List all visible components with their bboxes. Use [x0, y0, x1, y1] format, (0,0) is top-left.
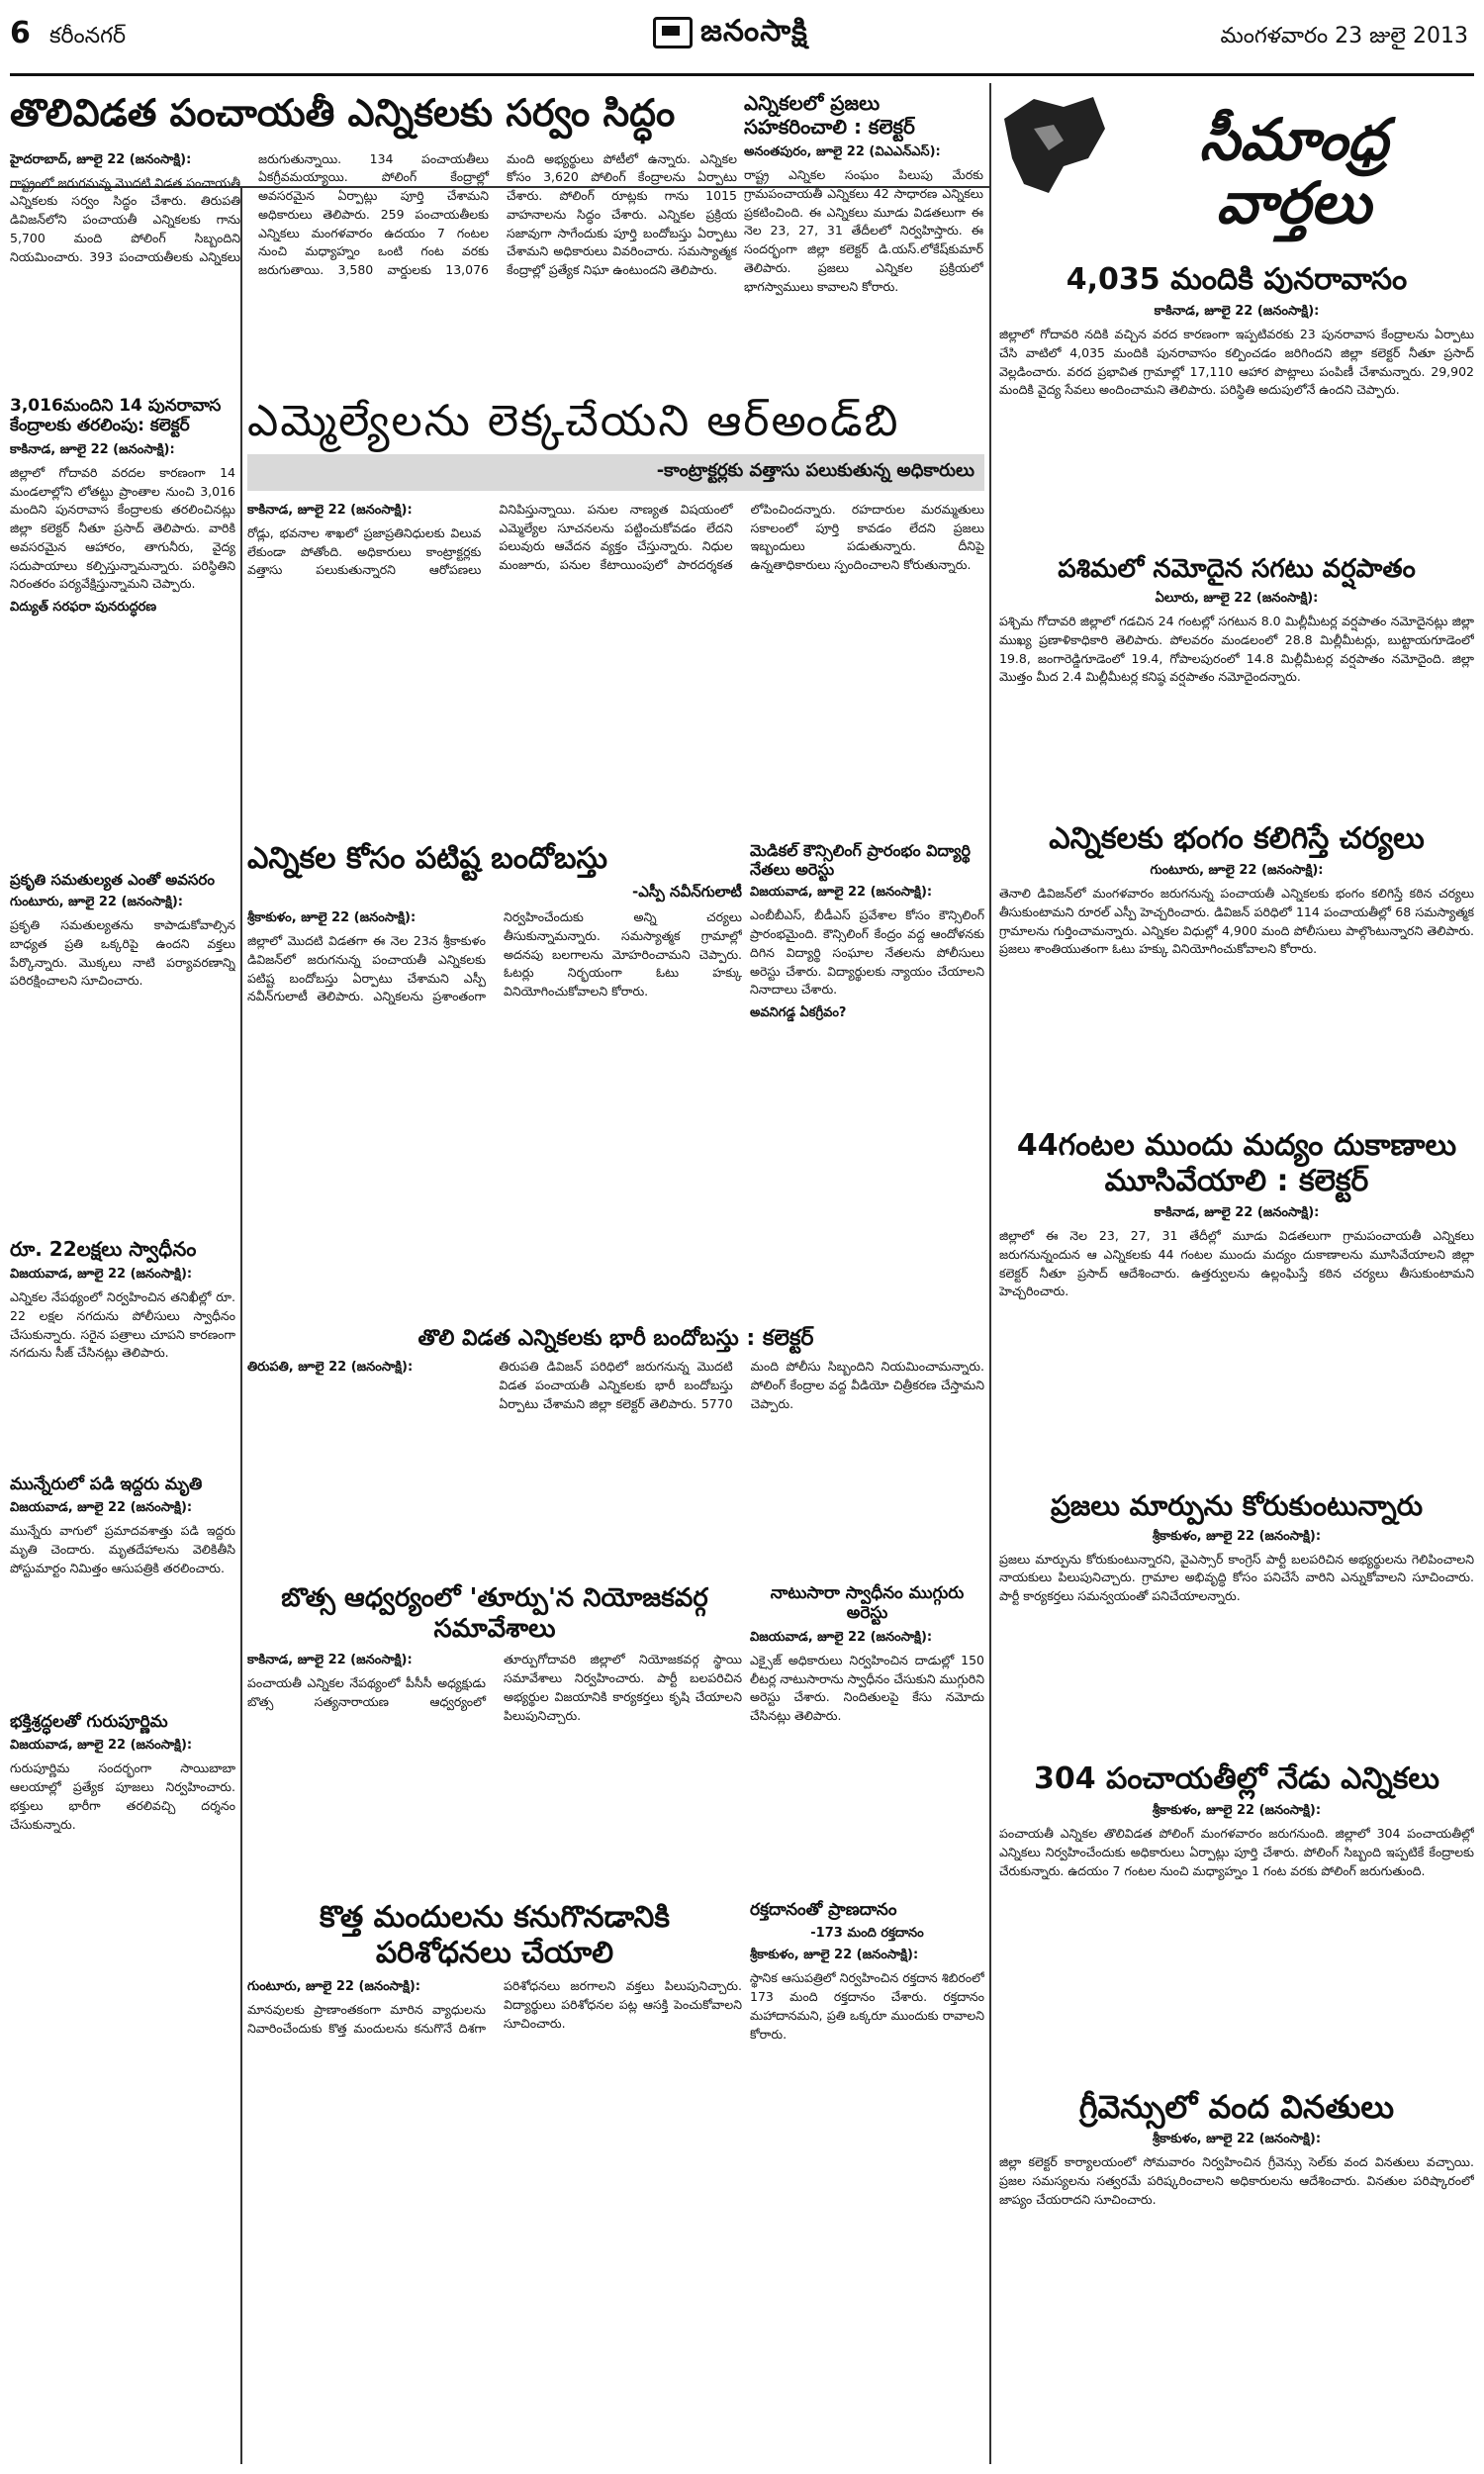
article-body: తెనాలి డివిజన్‌లో మంగళవారం జరుగనున్న పంచాయతీ ఎన్నికలకు భంగం కలిగిస్తే కఠిన చర్యలు తీసుకుంటామని రూరల్ ఎస్పీ హెచ్చరించారు. డివిజన్ పరిధిలో 114 పంచాయతీల్లో 68 సమస్యాత్మక గ్రామాలను గుర్తించామన్నారు. ఎన్నికల విధుల్లో 4,900 మంది పోలీసులు పాల్గొంటున్నారని తెలిపారు. ప్రజలు శాంతియుతంగా ఓటు హక్కు వినియోగించుకోవాలని కోరారు. [999, 886, 1474, 957]
byline: విజయవాడ, జూలై 22 (జనంసాక్షి): [750, 885, 933, 901]
article-rnb [247, 396, 984, 831]
headline: బొత్స ఆధ్వర్యంలో 'తూర్పు'న నియోజకవర్గ సమావేశాలు [281, 1583, 708, 1645]
article-body: జిల్లాలో గోదావరి నదికి వచ్చిన వరద కారణంగా ఇప్పటివరకు 23 పునరావాస కేంద్రాలను ఏర్పాటు చేసి వాటిలో 4,035 మందికి పునరావాసం కల్పించడం జరిగిందని జిల్లా కలెక్టర్ నీతూ ప్రసాద్ వెల్లడించారు. వరద ప్రభావిత గ్రామాల్లో 17,110 ఆహార పొట్లాలు పంపిణీ చేశామన్నారు. 29,902 మందికి వైద్య సేవలు అందించామని తెలిపారు. పరిస్థితి అదుపులోనే ఉందని చెప్పారు. [999, 327, 1474, 398]
issue-date: మంగళవారం 23 జులై 2013 [1220, 24, 1468, 48]
logo-mark-icon [653, 17, 693, 48]
headline: పశిమలో నమోదైన సగటు వర్షపాతం [1058, 554, 1416, 584]
article-body: తిరుపతి డివిజన్ పరిధిలో జరుగనున్న మొదటి విడత పంచాయతీ ఎన్నికలకు భారీ బందోబస్తు ఏర్పాటు చేశామని జిల్లా కలెక్టర్ తెలిపారు. 5770 మంది పోలీసు సిబ్బందిని నియమించామన్నారు. పోలింగ్ కేంద్రాల వద్ద వీడియో చిత్రీకరణ చేస్తామని చెప్పారు. [499, 1359, 984, 1411]
byline: గుంటూరు, జూలై 22 (జనంసాక్షి): [247, 1979, 420, 1994]
article-botsa-meetings [247, 1583, 742, 1890]
byline: విజయవాడ, జూలై 22 (జనంసాక్షి): [750, 1629, 933, 1645]
article-heavy-security [247, 1326, 984, 1573]
article-body: పశ్చిమ గోదావరి జిల్లాలో గడచిన 24 గంటల్లో సగటున 8.0 మిల్లీమీటర్ల వర్షపాతం నమోదైనట్లు జిల్లా ముఖ్య ప్రణాళికాధికారి తెలిపారు. పోలవరం మండలంలో 28.8 మిల్లీమీటర్లు, బుట్టాయగూడెంలో 19.8, జంగారెడ్డిగూడెంలో 19.4, గోపాలపురంలో 14.8 మిల్లీమీటర్ల వర్షపాతం నమోదైంది. జిల్లా మొత్తం మీద 2.4 మిల్లీమీటర్ల కనిష్ఠ వర్షపాతం నమోదైందన్నారు. [999, 614, 1474, 685]
paper-logo [653, 14, 808, 55]
article-304-panchayats [999, 1761, 1474, 2078]
article-body: ప్రజలు మార్పును కోరుకుంటున్నారని, వైఎస్సార్ కాంగ్రెస్ పార్టీ బలపరిచిన అభ్యర్థులను గెలిపించాలని నాయకులు పిలుపునిచ్చారు. గ్రామాల అభివృద్ధి కోసం పనిచేసే వారిని ఎన్నుకోవాలని సూచించారు. పార్టీ కార్యకర్తలు సమన్వయంతో పనిచేయాలన్నారు. [999, 1551, 1474, 1604]
deck [247, 454, 984, 491]
article-body: ఎన్నికల నేపథ్యంలో నిర్వహించిన తనిఖీల్లో రూ. 22 లక్షల నగదును పోలీసులు స్వాధీనం చేసుకున్నారు. సరైన పత్రాలు చూపని కారణంగా నగదును సీజ్ చేసినట్లు తెలిపారు. [10, 1289, 235, 1361]
article-liquor-seized [750, 1583, 984, 1890]
headline: ఎన్నికలలో ప్రజలు సహకరించాలి : కలెక్టర్ [744, 91, 915, 139]
article-rehab-4035 [999, 262, 1474, 544]
deck: -ఎస్పీ నవీన్‌గులాటీ [631, 883, 742, 901]
article-rainfall [999, 554, 1474, 816]
article-medicine-research [247, 1900, 742, 2454]
article-body: మున్నేరు వాగులో ప్రమాదవశాత్తు పడి ఇద్దరు మృతి చెందారు. మృతదేహాలను వెలికితీసి పోస్టుమార్టం నిమిత్తం ఆసుపత్రికి తరలించారు. [10, 1523, 235, 1575]
edition-city: కరీంనగర్ [49, 24, 127, 48]
article-body: ప్రకృతి సమతుల్యతను కాపాడుకోవాల్సిన బాధ్యత ప్రతి ఒక్కరిపై ఉందని వక్తలు పేర్కొన్నారు. మొక్కలు నాటి పర్యావరణాన్ని పరిరక్షించాలని సూచించారు. [10, 917, 235, 989]
headline: ఎన్నికల కోసం పటిష్ట బందోబస్తు [247, 841, 607, 876]
article-liquor-shops [999, 1128, 1474, 1484]
byline: విజయవాడ, జూలై 22 (జనంసాక్షి): [10, 1738, 193, 1754]
article-medical-counselling [750, 841, 984, 1316]
byline: శ్రీకాకుళం, జూలై 22 (జనంసాక్షి): [247, 910, 417, 925]
article-body: రోడ్లు, భవనాల శాఖలో ప్రజాప్రతినిధులకు విలువ లేకుండా పోతోంది. అధికారులు కాంట్రాక్టర్లకు వత్తాసు పలుకుతున్నారని ఆరోపణలు వినిపిస్తున్నాయి. పనుల నాణ్యత విషయంలో ఎమ్మెల్యేల సూచనలను పట్టించుకోవడం లేదని పలువురు ఆవేదన వ్యక్తం చేస్తున్నారు. నిధుల మంజూరు, పనుల కేటాయింపులో పారదర్శకత లోపించిందన్నారు. రహదారుల మరమ్మతులు సకాలంలో పూర్తి కావడం లేదని ప్రజలు ఇబ్బందులు పడుతున్నారు. దీనిపై ఉన్నతాధికారులు స్పందించాలని కోరుతున్నారు. [247, 501, 984, 578]
headline: 3,016మందిని 14 పునరావాస కేంద్రాలకు తరలింపు: కలెక్టర్ [10, 396, 222, 436]
byline: విజయవాడ, జూలై 22 (జనంసాక్షి): [10, 1267, 193, 1282]
headline: ప్రజలు మార్పును కోరుకుంటున్నారు [1050, 1489, 1424, 1522]
byline: ఏలూరు, జూలై 22 (జనంసాక్షి): [1155, 591, 1319, 607]
state-map-icon [994, 89, 1113, 208]
article-security [247, 841, 742, 1316]
byline: గుంటూరు, జూలై 22 (జనంసాక్షి): [1150, 863, 1324, 878]
article-cash-seized [10, 1237, 235, 1465]
article-body: జిల్లాలో ఈ నెల 23, 27, 31 తేదీల్లో మూడు విడతలుగా గ్రామపంచాయతీ ఎన్నికలు జరుగనున్నందున ఆ ఎన్నికలకు 44 గంటల ముందు మద్యం దుకాణాలను మూసివేయాలని జిల్లా కలెక్టర్ నీతూ ప్రసాద్ ఆదేశించారు. ఉత్తర్వులను ఉల్లంఘిస్తే కఠిన చర్యలు తీసుకుంటామని హెచ్చరించారు. [999, 1228, 1474, 1299]
seemandhra-banner [994, 89, 1474, 257]
article-body: పంచాయతీ ఎన్నికల తొలివిడత పోలింగ్ మంగళవారం జరుగనుంది. జిల్లాలో 304 పంచాయతీల్లో ఎన్నికలు నిర్వహించేందుకు అధికారులు ఏర్పాట్లు పూర్తి చేశారు. పోలింగ్ సిబ్బంది ఇప్పటికే కేంద్రాలకు చేరుకున్నారు. ఉదయం 7 గంటల నుంచి మధ్యాహ్నం 1 గంట వరకు పోలింగ్ జరుగుతుంది. [999, 1826, 1474, 1878]
byline: కాకినాడ, జూలై 22 (జనంసాక్షి): [10, 441, 175, 457]
byline: హైదరాబాద్, జూలై 22 (జనంసాక్షి): [10, 151, 192, 167]
article-nature [10, 871, 235, 1227]
headline: 4,035 మందికి పునరావాసం [1066, 262, 1408, 297]
headline: రూ. 22లక్షలు స్వాధీనం [10, 1237, 197, 1261]
byline: కాకినాడ, జూలై 22 (జనంసాక్షి): [247, 1653, 413, 1668]
page-header [10, 10, 1474, 76]
article-body: జిల్లాలో గోదావరి వరదల కారణంగా 14 మండలాల్లోని లోతట్టు ప్రాంతాల నుంచి 3,016 మందిని పునరావాస కేంద్రాలకు తరలించినట్లు జిల్లా కలెక్టర్ నీతూ ప్రసాద్ తెలిపారు. వారికి అవసరమైన ఆహారం, తాగునీరు, వైద్య సదుపాయాలు కల్పిస్తున్నామన్నారు. పరిస్థితిని నిరంతరం పర్యవేక్షిస్తున్నామని చెప్పారు. [10, 464, 235, 592]
article-body: పంచాయతీ ఎన్నికల నేపథ్యంలో పీసీసీ అధ్యక్షుడు బొత్స సత్యనారాయణ ఆధ్వర్యంలో తూర్పుగోదావరి జిల్లాలో నియోజకవర్గ స్థాయి సమావేశాలు నిర్వహించారు. పార్టీ బలపరిచిన అభ్యర్థుల విజయానికి కార్యకర్తలు కృషి చేయాలని పిలుపునిచ్చారు. [247, 1652, 742, 1723]
headline: భక్తిశ్రద్ధలతో గురుపూర్ణిమ [10, 1712, 168, 1732]
headline: తొలి విడత ఎన్నికలకు భారీ బందోబస్తు : కలెక్టర్ [417, 1326, 814, 1351]
article-blood-donation [750, 1900, 984, 2454]
article-body: గురుపూర్ణిమ సందర్భంగా సాయిబాబా ఆలయాల్లో ప్రత్యేక పూజలు నిర్వహించారు. భక్తులు భారీగా తరలివచ్చి దర్శనం చేసుకున్నారు. [10, 1760, 235, 1832]
headline: 304 పంచాయతీల్లో నేడు ఎన్నికలు [1033, 1761, 1440, 1796]
headline: గ్రీవెన్సులో వంద వినతులు [1078, 2088, 1395, 2126]
byline: విజయవాడ, జూలై 22 (జనంసాక్షి): [10, 1500, 193, 1516]
headline: కొత్త మందులను కనుగొనడానికి పరిశోధనలు చేయాలి [320, 1900, 670, 1970]
byline: శ్రీకాకుళం, జూలై 22 (జనంసాక్షి): [1152, 1528, 1322, 1544]
article-election-disruption [999, 821, 1474, 1118]
headline: ఎమ్మెల్యేలను లెక్కచేయని ఆర్అండ్‌బి [247, 396, 900, 446]
article-body: ఎక్సైజ్ అధికారులు నిర్వహించిన దాడుల్లో 150 లీటర్ల నాటుసారాను స్వాధీనం చేసుకుని ముగ్గురిని అరెస్టు చేశారు. నిందితులపై కేసు నమోదు చేసినట్లు తెలిపారు. [750, 1652, 984, 1724]
article-lead [10, 91, 737, 388]
headline: ఎన్నికలకు భంగం కలిగిస్తే చర్యలు [1049, 821, 1425, 856]
byline: అనంతపురం, జూలై 22 (విఎఎన్‌ఎస్): [744, 144, 941, 159]
article-body: స్థానిక ఆసుపత్రిలో నిర్వహించిన రక్తదాన శిబిరంలో 173 మంది రక్తదానం చేశారు. రక్తదానం మహాదానమని, ప్రతి ఒక్కరూ ముందుకు రావాలని కోరారు. [750, 1970, 984, 2042]
subhead: విద్యుత్ సరఫరా పునరుద్ధరణ [10, 600, 157, 616]
article-drowning [10, 1475, 235, 1702]
headline: మున్నేరులో పడి ఇద్దరు మృతి [10, 1475, 203, 1494]
byline: కాకినాడ, జూలై 22 (జనంసాక్షి): [247, 502, 413, 518]
headline: ప్రకృతి సమతుల్యత ఎంతో అవసరం [10, 871, 215, 889]
headline: తొలివిడత పంచాయతీ ఎన్నికలకు సర్వం సిద్ధం [10, 91, 676, 135]
subhead: అవనిగడ్డ ఏకగ్రీవం? [750, 1005, 847, 1021]
deck: -173 మంది రక్తదానం [810, 1926, 924, 1942]
article-body: ఎంబీబీఎస్, బీడీఎస్ ప్రవేశాల కోసం కౌన్సిలింగ్ ప్రారంభమైంది. కౌన్సిలింగ్ కేంద్రం వద్ద ఆందోళనకు దిగిన విద్యార్థి సంఘాల నేతలను పోలీసులు అరెస్టు చేశారు. విద్యార్థులకు న్యాయం చేయాలని నినాదాలు చేశారు. [750, 907, 984, 998]
byline: కాకినాడ, జూలై 22 (జనంసాక్షి): [1154, 1205, 1320, 1220]
article-grievance [999, 2088, 1474, 2454]
article-cooperate [744, 91, 983, 388]
byline: శ్రీకాకుళం, జూలై 22 (జనంసాక్షి): [750, 1948, 919, 1963]
byline: గుంటూరు, జూలై 22 (జనంసాక్షి): [10, 895, 183, 909]
article-people-want-change [999, 1489, 1474, 1757]
headline: రక్తదానంతో ప్రాణదానం [750, 1900, 897, 1920]
byline: శ్రీకాకుళం, జూలై 22 (జనంసాక్షి): [1152, 2132, 1322, 2147]
paper-name: జనంసాక్షి [700, 14, 808, 48]
headline: 44గంటల ముందు మద్యం దుకాణాలు మూసివేయాలి : కలెక్టర్ [1016, 1128, 1457, 1198]
byline: తిరుపతి, జూలై 22 (జనంసాక్షి): [247, 1360, 414, 1376]
article-body: జిల్లాలో మొదటి విడతగా ఈ నెల 23న శ్రీకాకుళం డివిజన్‌లో జరుగనున్న పంచాయతీ ఎన్నికలకు పటిష్ట బందోబస్తు ఏర్పాటు చేశామని ఎస్పీ నవీన్‌గులాటీ తెలిపారు. ఎన్నికలను ప్రశాంతంగా నిర్వహించేందుకు అన్ని చర్యలు తీసుకున్నామన్నారు. సమస్యాత్మక గ్రామాల్లో అదనపు బలగాలను మోహరించామని చెప్పారు. ఓటర్లు నిర్భయంగా ఓటు హక్కు వినియోగించుకోవాలని కోరారు. [247, 909, 742, 1004]
byline: కాకినాడ, జూలై 22 (జనంసాక్షి): [1154, 304, 1320, 319]
headline: మెడికల్ కౌన్సిలింగ్ ప్రారంభం విద్యార్థి నేతలు అరెస్టు [750, 841, 972, 880]
article-body: మానవులకు ప్రాణాంతకంగా మారిన వ్యాధులను నివారించేందుకు కొత్త మందులను కనుగొనే దిశగా పరిశోధనలు జరగాలని వక్తలు పిలుపునిచ్చారు. విద్యార్థులు పరిశోధనల పట్ల ఆసక్తి పెంచుకోవాలని సూచించారు. [247, 1978, 742, 2036]
article-relief-camps [10, 396, 235, 861]
deck-text: -కాంట్రాక్టర్లకు వత్తాసు పలుకుతున్న అధికారులు [656, 459, 974, 481]
article-body: రాష్ట్రంలో జరుగనున్న మొదటి విడత పంచాయతీ ఎన్నికలకు సర్వం సిద్ధం చేశారు. తిరుపతి డివిజన్‌లోని పంచాయతీ ఎన్నికలకు గాను 5,700 మంది పోలింగ్ సిబ్బందిని నియమించారు. 393 పంచాయతీలకు ఎన్నికలు జరుగుతున్నాయి. 134 పంచాయతీలు ఏకగ్రీవమయ్యాయి. పోలింగ్ కేంద్రాల్లో అవసరమైన ఏర్పాట్లు పూర్తి చేశామని అధికారులు తెలిపారు. 259 పంచాయతీలకు ఎన్నికలు మంగళవారం ఉదయం 7 గంటల నుంచి మధ్యాహ్నం ఒంటి గంట వరకు జరుగుతాయి. 3,580 వార్డులకు 13,076 మంది అభ్యర్థులు పోటీలో ఉన్నారు. ఎన్నికల కోసం 3,620 పోలింగ్ కేంద్రాలను ఏర్పాటు చేశారు. పోలింగ్ రూట్లకు గాను 1015 వాహనాలను సిద్ధం చేశారు. ఎన్నికల ప్రక్రియ సజావుగా సాగేందుకు పూర్తి బందోబస్తు ఏర్పాటు చేశామని అధికారులు వివరించారు. సమస్యాత్మక కేంద్రాల్లో ప్రత్యేక నిఘా ఉంటుందని తెలిపారు. [10, 150, 737, 278]
article-body: జిల్లా కలెక్టర్ కార్యాలయంలో సోమవారం నిర్వహించిన గ్రీవెన్సు సెల్‌కు వంద వినతులు వచ్చాయి. ప్రజల సమస్యలను సత్వరమే పరిష్కరించాలని అధికారులను ఆదేశించారు. వినతుల పరిష్కారంలో జాప్యం చేయరాదని సూచించారు. [999, 2154, 1474, 2207]
byline: శ్రీకాకుళం, జూలై 22 (జనంసాక్షి): [1152, 1803, 1322, 1818]
article-body: రాష్ట్ర ఎన్నికల సంఘం పిలుపు మేరకు గ్రామపంచాయతీ ఎన్నికలు 42 సాధారణ ఎన్నికలు ప్రకటించింది. ఈ ఎన్నికలు మూడు విడతలుగా ఈ నెల 23, 27, 31 తేదీలలో నిర్వహిస్తారు. ఈ సందర్భంగా జిల్లా కలెక్టర్ డి.యస్.లోకేష్‌కుమార్ తెలిపారు. ప్రజలు ఎన్నికల ప్రక్రియలో భాగస్వాములు కావాలని కోరారు. [744, 167, 983, 294]
page-number: 6 [10, 16, 31, 50]
article-guru-purnima [10, 1712, 235, 1950]
banner-title: సీమాంధ్ర వార్తలు [1199, 106, 1388, 237]
headline: నాటుసారా స్వాధీనం ముగ్గురు అరెస్టు [770, 1583, 965, 1624]
